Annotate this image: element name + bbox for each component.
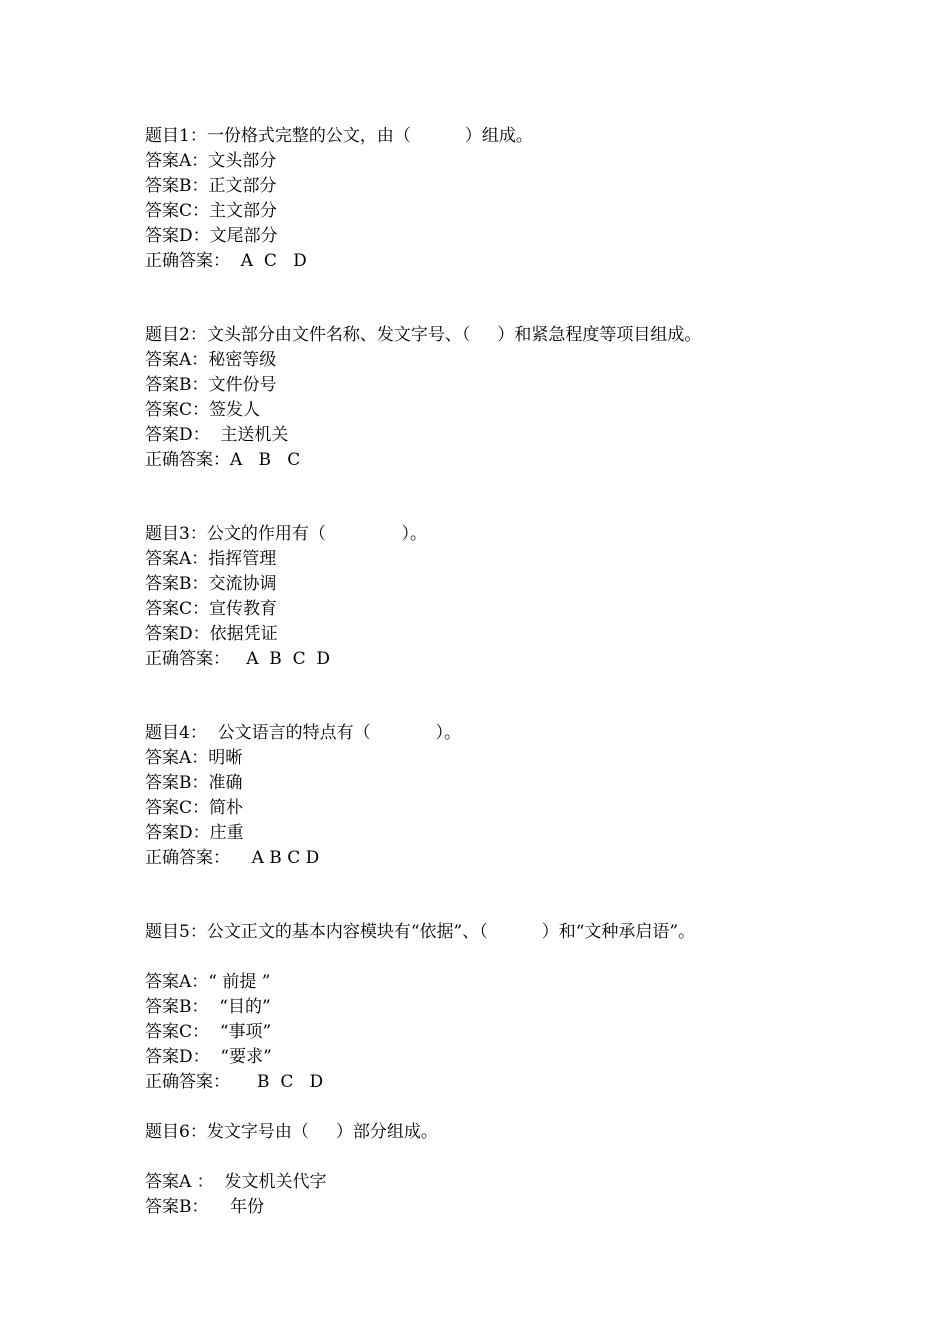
question-3-option-a: 答案A：指挥管理 bbox=[145, 549, 277, 569]
question-3-correct-answer: 正确答案： A B C D bbox=[145, 649, 331, 669]
question-4-text: 题目4： 公文语言的特点有（ ）。 bbox=[145, 723, 461, 743]
question-5-option-a: 答案A：“ 前提 ” bbox=[145, 972, 271, 992]
question-1-option-d: 答案D：文尾部分 bbox=[145, 226, 278, 246]
question-1-option-a: 答案A：文头部分 bbox=[145, 151, 277, 171]
question-5-text: 题目5：公文正文的基本内容模块有“依据”、（ ）和“文种承启语”。 bbox=[145, 922, 696, 942]
question-5-option-c: 答案C： “事项” bbox=[145, 1022, 272, 1042]
question-3-text: 题目3：公文的作用有（ ）。 bbox=[145, 524, 427, 544]
question-1-option-c: 答案C：主文部分 bbox=[145, 201, 278, 221]
question-5-option-d: 答案D： “要求” bbox=[145, 1047, 272, 1067]
question-6-text: 题目6：发文字号由（ ）部分组成。 bbox=[145, 1122, 438, 1142]
question-5-correct-answer: 正确答案： B C D bbox=[145, 1072, 324, 1092]
question-2-text: 题目2：文头部分由文件名称、发文字号、（ ）和紧急程度等项目组成。 bbox=[145, 325, 702, 345]
question-2-option-c: 答案C：签发人 bbox=[145, 400, 261, 420]
question-1-option-b: 答案B：正文部分 bbox=[145, 176, 277, 196]
question-4-option-a: 答案A：明晰 bbox=[145, 748, 243, 768]
question-3-option-c: 答案C：宣传教育 bbox=[145, 599, 278, 619]
question-3-option-d: 答案D：依据凭证 bbox=[145, 624, 278, 644]
question-2-option-a: 答案A：秘密等级 bbox=[145, 350, 277, 370]
question-4-option-d: 答案D：庄重 bbox=[145, 823, 244, 843]
question-4-correct-answer: 正确答案： A B C D bbox=[145, 848, 320, 868]
question-3-option-b: 答案B：交流协调 bbox=[145, 574, 277, 594]
question-2-option-d: 答案D： 主送机关 bbox=[145, 425, 289, 445]
question-1-correct-answer: 正确答案： A C D bbox=[145, 251, 307, 271]
question-4-option-b: 答案B：准确 bbox=[145, 773, 243, 793]
question-4-option-c: 答案C：简朴 bbox=[145, 798, 244, 818]
question-1-text: 题目1：一份格式完整的公文，由（ ）组成。 bbox=[145, 126, 533, 146]
question-2-option-b: 答案B：文件份号 bbox=[145, 375, 277, 395]
question-5-option-b: 答案B： “目的” bbox=[145, 997, 271, 1017]
question-6-option-b: 答案B： 年份 bbox=[145, 1197, 265, 1217]
question-2-correct-answer: 正确答案：A B C bbox=[145, 450, 301, 470]
question-6-option-a: 答案A ： 发文机关代字 bbox=[145, 1172, 327, 1192]
